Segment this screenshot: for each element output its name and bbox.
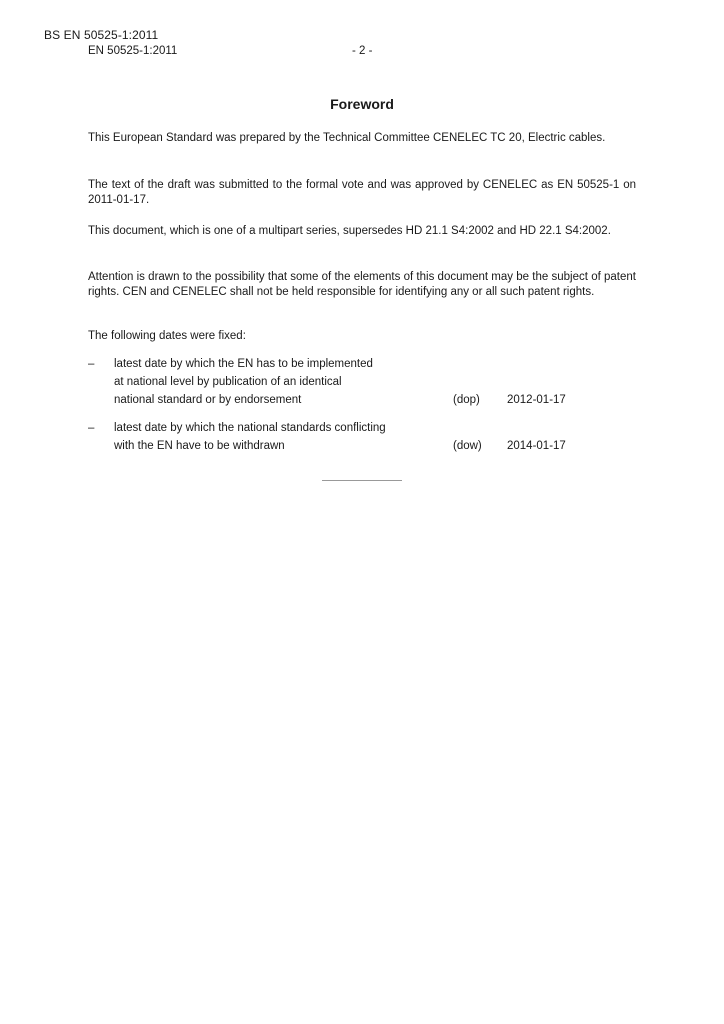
date-item-line: latest date by which the national standards conflicting <box>114 422 386 434</box>
date-item-line: latest date by which the EN has to be implemented <box>114 358 373 370</box>
date-item-description <box>114 355 454 409</box>
date-item-line: with the EN have to be withdrawn <box>114 440 285 452</box>
list-dash: – <box>88 358 95 370</box>
date-item-line: at national level by publication of an identical <box>114 376 342 388</box>
paragraph-approval: The text of the draft was submitted to the formal vote and was approved by CENELEC as EN 50525-1 on 2011-01-17. <box>88 179 636 206</box>
page-number: - 2 - <box>352 45 373 57</box>
date-item-line: national standard or by endorsement <box>114 394 302 406</box>
date-abbreviation: (dow) <box>453 440 482 452</box>
date-item-description <box>114 419 454 455</box>
date-value: 2014-01-17 <box>507 440 566 452</box>
end-rule <box>322 480 402 481</box>
paragraph-dates-intro: The following dates were fixed: <box>88 330 246 342</box>
date-value: 2012-01-17 <box>507 394 566 406</box>
paragraph-supersedes: This document, which is one of a multipart series, supersedes HD 21.1 S4:2002 and HD 22.1 S4:2002. <box>88 225 611 237</box>
paragraph-patent-notice: Attention is drawn to the possibility that some of the elements of this document may be the subject of patent rights. CEN and CENELEC shall not be held responsible for identifying any or all such patent rights. <box>88 271 636 298</box>
outer-standard-number: BS EN 50525-1:2011 <box>44 28 159 42</box>
section-title: Foreword <box>330 96 394 112</box>
inner-standard-number: EN 50525-1:2011 <box>88 45 178 57</box>
list-dash: – <box>88 422 95 434</box>
date-abbreviation: (dop) <box>453 394 480 406</box>
paragraph-committee: This European Standard was prepared by the Technical Committee CENELEC TC 20, Electric cables. <box>88 132 606 144</box>
